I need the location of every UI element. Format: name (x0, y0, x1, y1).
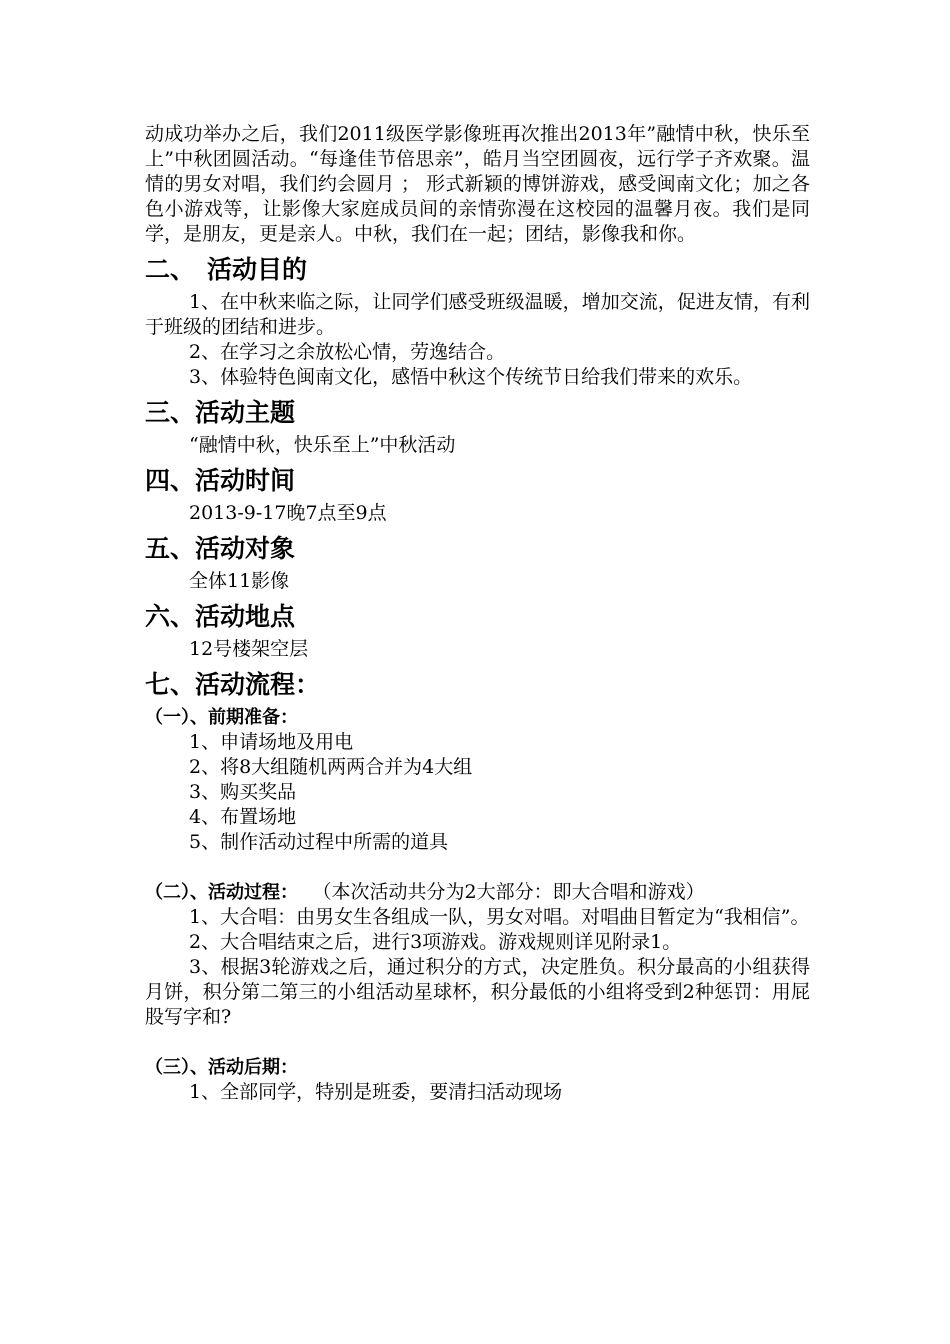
section-2-item: 3、体验特色闽南文化，感悟中秋这个传统节日给我们带来的欢乐。 (189, 366, 753, 388)
document-page (145, 122, 810, 1105)
process-note: （本次活动共分为2大部分：即大合唱和游戏） (322, 881, 705, 903)
spacer (145, 1030, 810, 1055)
section-2-item: 2、在学习之余放松心情，劳逸结合。 (189, 341, 506, 363)
section-7-heading: 七、活动流程： (145, 670, 321, 699)
prep-item: 1、申请场地及用电 (189, 731, 354, 753)
section-2-number: 二、 (145, 255, 196, 284)
section-2-heading (145, 253, 810, 287)
process-item: 2、大合唱结束之后，进行3项游戏。游戏规则详见附录1。 (189, 931, 682, 953)
after-item: 1、全部同学，特别是班委，要清扫活动现场 (189, 1081, 563, 1103)
section-3-body: “融情中秋，快乐至上”中秋活动 (189, 434, 456, 456)
section-5-heading: 五、活动对象 (145, 534, 296, 563)
section-5-body: 全体11影像 (189, 570, 290, 592)
prep-item: 2、将8大组随机两两合并为4大组 (189, 756, 473, 778)
prep-heading: （一）、前期准备： (145, 707, 298, 728)
section-6-body: 12号楼架空层 (189, 638, 309, 660)
intro-paragraph: 动成功举办之后，我们2011级医学影像班再次推出2013年”融情中秋，快乐至上”中秋团圆活动。“每逢佳节倍思亲”，皓月当空团圆夜，远行学子齐欢聚。温情的男女对唱，我们约会圆月 ； 形式新颖的博饼游戏，感受闽南文化；加之各色小游戏等，让影像大家庭成员间的亲情弥漫在这校园的温馨月夜。我们是同学，是朋友，更是亲人。中秋，我们在一起；团结，影像我和你。 (145, 123, 810, 245)
process-item: 3、根据3轮游戏之后，通过积分的方式，决定胜负。积分最高的小组获得月饼，积分第二第三的小组活动星球杯，积分最低的小组将受到2种惩罚：用屁股写字和? (145, 956, 810, 1028)
section-2-title: 活动目的 (207, 255, 308, 284)
process-title: （二）、活动过程： (145, 882, 298, 903)
prep-item: 4、布置场地 (189, 806, 297, 828)
section-2-item: 1、在中秋来临之际，让同学们感受班级温暖，增加交流，促进友情，有利于班级的团结和进步。 (145, 291, 810, 338)
section-3-heading: 三、活动主题 (145, 398, 296, 427)
process-item: 1、大合唱：由男女生各组成一队，男女对唱。对唱曲目暂定为“我相信”。 (189, 906, 810, 928)
section-4-heading: 四、活动时间 (145, 466, 296, 495)
section-4-body: 2013-9-17晚7点至9点 (189, 502, 387, 524)
spacer (145, 855, 810, 880)
after-heading: （三）、活动后期： (145, 1057, 298, 1078)
prep-item: 3、购买奖品 (189, 781, 297, 803)
process-heading (145, 880, 810, 905)
section-6-heading: 六、活动地点 (145, 602, 296, 631)
prep-item: 5、制作活动过程中所需的道具 (189, 831, 449, 853)
